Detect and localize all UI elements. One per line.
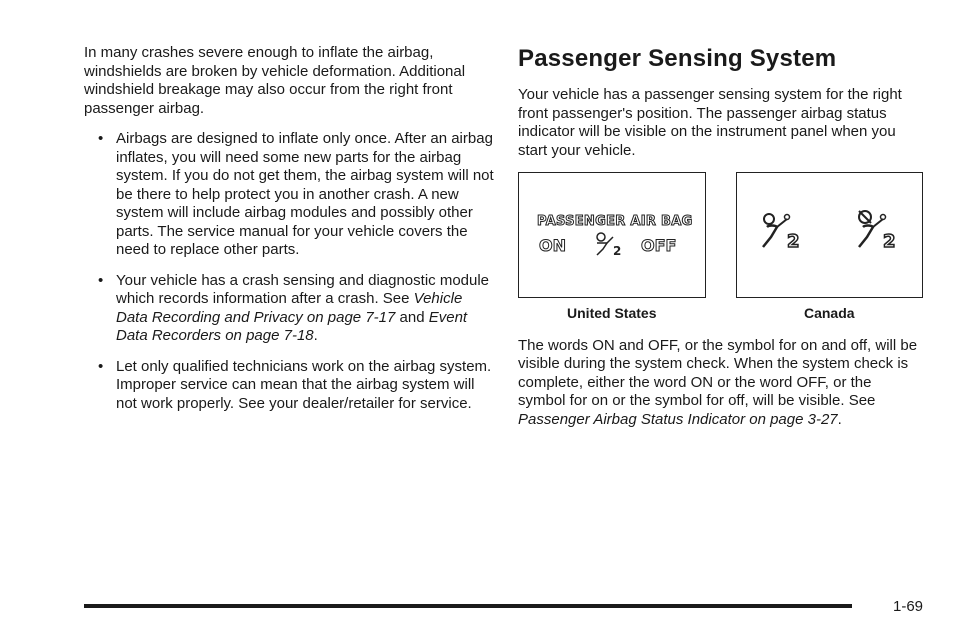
off-label: OFF [641, 236, 677, 255]
bullet-item [84, 358, 494, 414]
passenger-airbag-on-icon [759, 211, 805, 257]
figure-caption: United States [567, 305, 657, 321]
bullet-text: Your vehicle has a crash sensing and diagnostic module which records information after a crash. See [116, 271, 490, 307]
cross-reference-link[interactable]: Passenger Airbag Status Indicator on page 3-27 [518, 410, 838, 428]
body-text: The words ON and OFF, or the symbol for on and off, will be visible during the system check. When the system check is complete, either the word ON or the word OFF, or the symbol for on or the symbol for off, will be visible. See [518, 336, 918, 409]
right-column [518, 44, 923, 441]
figure-canada [736, 172, 924, 323]
section-intro: Your vehicle has a passenger sensing system for the right front passenger's position. The passenger airbag status indicator will be visible on the instrument panel when you start your vehicle. [518, 86, 902, 159]
left-column [84, 44, 494, 425]
bullet-item [84, 272, 494, 346]
bullet-text: . [313, 327, 318, 344]
bullet-glyph: • [98, 130, 104, 147]
page-number: 1-69 [893, 598, 924, 615]
bullet-list [84, 130, 494, 413]
footer-rule [84, 604, 852, 608]
passenger-airbag-icon [593, 231, 629, 265]
figure-caption: Canada [803, 305, 855, 321]
passenger-airbag-off-icon [853, 207, 901, 257]
us-indicator-panel [518, 172, 706, 298]
passenger-airbag-label: PASSENGER AIR BAG [537, 214, 693, 229]
intro-paragraph: In many crashes severe enough to inflate the airbag, windshields are broken by vehicle deformation. Additional windshield breakage may also occur from the right front passenger airbag. [84, 44, 466, 117]
svg-text:2: 2 [882, 231, 896, 251]
bullet-glyph: • [98, 357, 104, 375]
svg-text:2: 2 [613, 244, 622, 258]
canada-indicator-panel [736, 172, 924, 298]
on-label: ON [539, 236, 566, 255]
cross-reference-link[interactable]: Event Data Recorders on page 7-18 [116, 308, 468, 344]
bullet-text: Let only qualified technicians work on the airbag system. Improper service can mean that the airbag system will not work properly. See your dealer/retailer for service. [116, 357, 492, 412]
bullet-text: and [395, 308, 429, 326]
system-check-paragraph [518, 337, 923, 430]
figure-united-states [518, 172, 706, 323]
bullet-glyph: • [98, 271, 104, 289]
indicator-figures [518, 172, 923, 323]
bullet-item [84, 130, 494, 260]
body-text: . [837, 410, 842, 428]
bullet-text: Airbags are designed to inflate only once. After an airbag inflates, you will need some new parts for the airbag system. If you do not get them, the airbag system will not be there to help protect you in another crash. A new system will include airbag modules and possibly other parts. The service manual for your vehicle covers the need to replace other parts. [116, 130, 494, 258]
section-heading: Passenger Sensing System [518, 45, 837, 72]
cross-reference-link[interactable]: Vehicle Data Recording and Privacy on page 7-17 [116, 290, 463, 326]
svg-text:2: 2 [786, 231, 800, 251]
